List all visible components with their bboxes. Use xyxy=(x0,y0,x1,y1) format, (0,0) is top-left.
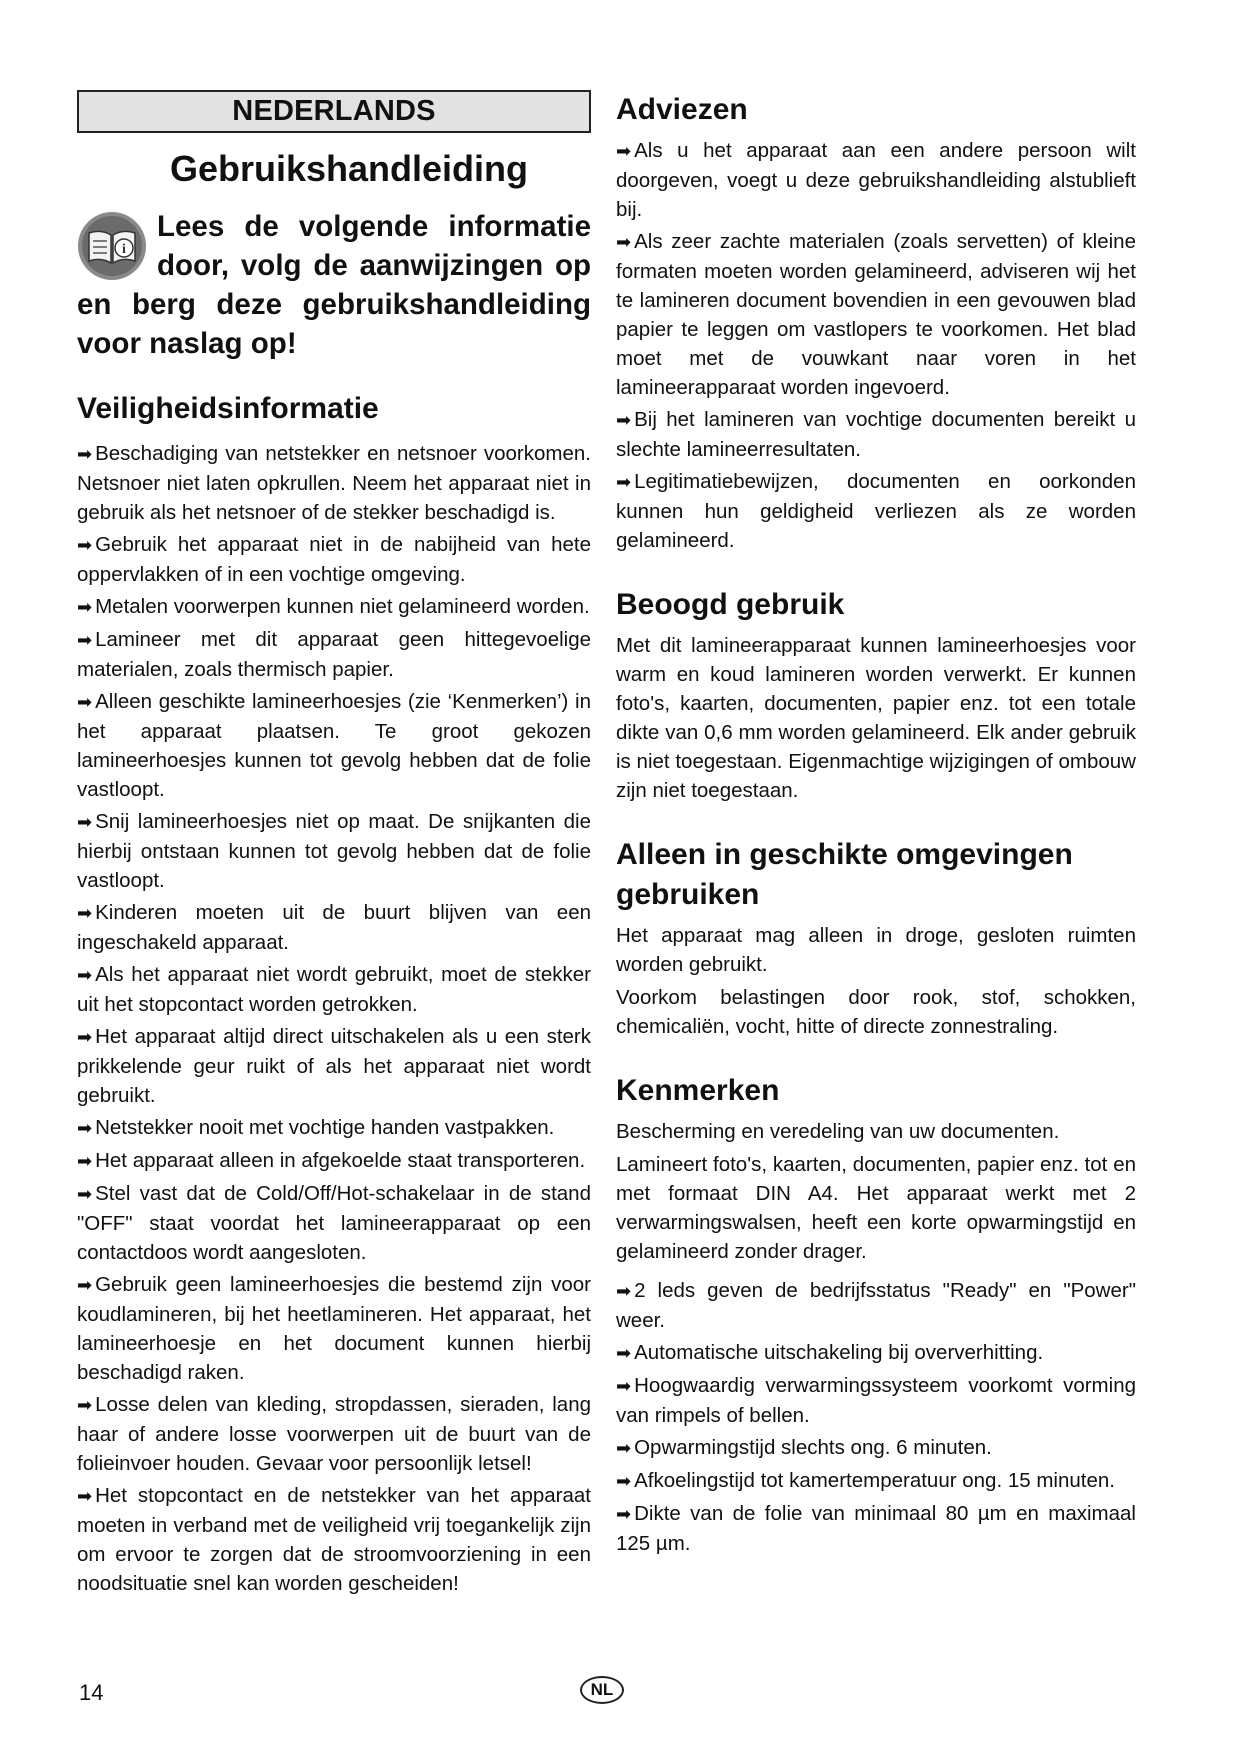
bullet-text: Beschadiging van netstekker en netsnoer voorkomen. Netsnoer niet laten opkrullen. Neem het apparaat niet in gebruik als het netsnoer of de stekker beschadigd is. xyxy=(77,442,591,524)
arrow-right-icon: ➡ xyxy=(77,444,93,464)
svg-text:i: i xyxy=(122,242,126,257)
bullet-item xyxy=(616,1499,1136,1558)
arrow-right-icon: ➡ xyxy=(77,1486,93,1506)
bullet-text: Opwarmingstijd slechts ong. 6 minuten. xyxy=(634,1436,992,1459)
bullet-text: 2 leds geven de bedrijfsstatus "Ready" en "Power" weer. xyxy=(616,1279,1136,1332)
arrow-right-icon: ➡ xyxy=(77,903,93,923)
bullet-text: Bij het lamineren van vochtige documenten bereikt u slechte lamineerresultaten. xyxy=(616,408,1136,461)
heading-beoogd: Beoogd gebruik xyxy=(616,588,845,621)
kenmerken-paragraph: Bescherming en veredeling van uw documenten. xyxy=(616,1120,1060,1143)
bullet-text: Het apparaat alleen in afgekoelde staat transporteren. xyxy=(95,1149,586,1172)
language-label: NEDERLANDS xyxy=(232,95,436,127)
arrow-right-icon: ➡ xyxy=(616,1504,632,1524)
arrow-right-icon: ➡ xyxy=(616,141,632,161)
bullet-item xyxy=(77,807,591,895)
bullet-item xyxy=(77,1022,591,1110)
bullet-text: Netstekker nooit met vochtige handen vastpakken. xyxy=(95,1116,555,1139)
bullet-text: Snij lamineerhoesjes niet op maat. De snijkanten die hierbij ontstaan kunnen tot gevolg hebben dat de folie vastloopt. xyxy=(77,810,591,892)
bullet-text: Gebruik geen lamineerhoesjes die bestemd zijn voor koudlamineren, bij het heetlamineren. Het apparaat, het lamineerhoesje en het document kunnen hierbij beschadigd raken. xyxy=(77,1273,591,1384)
bullet-text: Alleen geschikte lamineerhoesjes (zie ‘Kenmerken’) in het apparaat plaatsen. Te groot gekozen lamineerhoesjes kunnen tot gevolg hebben dat de folie vastloopt. xyxy=(77,690,591,801)
bullet-text: Als zeer zachte materialen (zoals servetten) of kleine formaten moeten worden gelamineerd, adviseren wij het te lamineren document bovendien in een gevouwen blad papier te leggen om vastlopers te voorkomen. Het blad moet met de vouwkant naar voren in het lamineerapparaat worden ingevoerd. xyxy=(616,230,1136,399)
bullet-item xyxy=(77,1270,591,1387)
bullet-text: Hoogwaardig verwarmingssysteem voorkomt vorming van rimpels of bellen. xyxy=(616,1374,1136,1427)
arrow-right-icon: ➡ xyxy=(77,535,93,555)
bullet-item xyxy=(616,227,1136,402)
bullet-item xyxy=(616,405,1136,464)
bullet-text: Als u het apparaat aan een andere persoon wilt doorgeven, voegt u deze gebruikshandleiding alstublieft bij. xyxy=(616,139,1136,221)
arrow-right-icon: ➡ xyxy=(616,1471,632,1491)
bullet-text: Losse delen van kleding, stropdassen, sieraden, lang haar of andere losse voorwerpen uit de buurt van de folieinvoer houden. Gevaar voor persoonlijk letsel! xyxy=(77,1393,591,1475)
bullet-item xyxy=(616,136,1136,224)
bullet-item xyxy=(77,687,591,804)
intro-text: Lees de volgende informatie door, volg de aanwijzingen op en berg deze gebruikshandleiding voor naslag op! xyxy=(77,210,591,360)
arrow-right-icon: ➡ xyxy=(616,1376,632,1396)
bullet-text: Het apparaat altijd direct uitschakelen als u een sterk prikkelende geur ruikt of als het apparaat niet wordt gebruikt. xyxy=(77,1025,591,1107)
heading-omgeving: Alleen in geschikte omgevingen gebruiken xyxy=(616,838,1073,911)
language-header xyxy=(77,90,591,133)
bullet-item xyxy=(616,1466,1136,1496)
bullet-text: Het stopcontact en de netstekker van het apparaat moeten in verband met de veiligheid vrij toegankelijk zijn om ervoor te zorgen dat de stroomvoorziening in een noodsituatie snel kan worden gescheiden! xyxy=(77,1484,591,1595)
bullet-item xyxy=(77,592,591,622)
arrow-right-icon: ➡ xyxy=(77,812,93,832)
bullet-item xyxy=(616,1433,1136,1463)
bullet-item xyxy=(77,1179,591,1267)
beoogd-text: Met dit lamineerapparaat kunnen lamineerhoesjes voor warm en koud lamineren worden verwerkt. Er kunnen foto's, kaarten, documenten, papier enz. tot een totale dikte van 0,6 mm worden gelamineerd. Elk ander gebruik is niet toegestaan. Eigenmachtige wijzigingen of ombouw zijn niet toegestaan. xyxy=(616,634,1136,802)
bullet-item xyxy=(77,898,591,957)
arrow-right-icon: ➡ xyxy=(616,472,632,492)
bullet-item xyxy=(616,467,1136,555)
heading-veiligheid: Veiligheidsinformatie xyxy=(77,392,379,425)
bullet-item xyxy=(77,1146,591,1176)
arrow-right-icon: ➡ xyxy=(616,410,632,430)
arrow-right-icon: ➡ xyxy=(77,1151,93,1171)
bullet-item xyxy=(616,1338,1136,1368)
intro-block xyxy=(77,207,591,363)
page-number: 14 xyxy=(79,1680,104,1705)
bullet-item xyxy=(616,1276,1136,1335)
bullet-item xyxy=(77,1481,591,1598)
arrow-right-icon: ➡ xyxy=(616,232,632,252)
arrow-right-icon: ➡ xyxy=(77,1027,93,1047)
bullet-item xyxy=(77,625,591,684)
kenmerken-paragraph: Lamineert foto's, kaarten, documenten, papier enz. tot en met formaat DIN A4. Het apparaat werkt met 2 verwarmingswalsen, heeft een korte opwarmingstijd en gelamineerd zonder drager. xyxy=(616,1153,1136,1263)
arrow-right-icon: ➡ xyxy=(616,1438,632,1458)
bullet-text: Gebruik het apparaat niet in de nabijheid van hete oppervlakken of in een vochtige omgeving. xyxy=(77,533,591,586)
arrow-right-icon: ➡ xyxy=(77,597,93,617)
adviezen-list xyxy=(616,136,1136,555)
heading-adviezen: Adviezen xyxy=(616,93,748,126)
bullet-text: Afkoelingstijd tot kamertemperatuur ong. 15 minuten. xyxy=(634,1469,1115,1492)
bullet-item xyxy=(77,530,591,589)
bullet-item xyxy=(616,1371,1136,1430)
left-column xyxy=(77,90,591,1601)
heading-kenmerken: Kenmerken xyxy=(616,1074,780,1107)
omgeving-paragraph: Het apparaat mag alleen in droge, gesloten ruimten worden gebruikt. xyxy=(616,924,1136,976)
bullet-item xyxy=(77,1390,591,1478)
arrow-right-icon: ➡ xyxy=(77,630,93,650)
right-column xyxy=(616,90,1136,1561)
bullet-text: Lamineer met dit apparaat geen hittegevoelige materialen, zoals thermisch papier. xyxy=(77,628,591,681)
bullet-item xyxy=(77,1113,591,1143)
bullet-item xyxy=(77,960,591,1019)
info-book-icon xyxy=(77,211,147,281)
arrow-right-icon: ➡ xyxy=(77,1395,93,1415)
page-title: Gebruikshandleiding xyxy=(169,148,529,189)
bullet-text: Als het apparaat niet wordt gebruikt, moet de stekker uit het stopcontact worden getrokken. xyxy=(77,963,591,1016)
arrow-right-icon: ➡ xyxy=(77,965,93,985)
veiligheid-list xyxy=(77,439,591,1598)
bullet-text: Stel vast dat de Cold/Off/Hot-schakelaar in de stand "OFF" staat voordat het lamineerapparaat op een contactdoos wordt aangesloten. xyxy=(77,1182,591,1264)
arrow-right-icon: ➡ xyxy=(77,1275,93,1295)
bullet-item xyxy=(77,439,591,527)
arrow-right-icon: ➡ xyxy=(77,1184,93,1204)
arrow-right-icon: ➡ xyxy=(616,1281,632,1301)
bullet-text: Legitimatiebewijzen, documenten en oorkonden kunnen hun geldigheid verliezen als ze worden gelamineerd. xyxy=(616,470,1136,552)
kenmerken-list xyxy=(616,1276,1136,1558)
bullet-text: Metalen voorwerpen kunnen niet gelamineerd worden. xyxy=(95,595,590,618)
bullet-text: Automatische uitschakeling bij oververhitting. xyxy=(634,1341,1044,1364)
arrow-right-icon: ➡ xyxy=(616,1343,632,1363)
bullet-text: Kinderen moeten uit de buurt blijven van een ingeschakeld apparaat. xyxy=(77,901,591,954)
language-badge: NL xyxy=(580,1676,624,1704)
arrow-right-icon: ➡ xyxy=(77,1118,93,1138)
omgeving-paragraph: Voorkom belastingen door rook, stof, schokken, chemicaliën, vocht, hitte of directe zonnestraling. xyxy=(616,986,1136,1038)
bullet-text: Dikte van de folie van minimaal 80 µm en maximaal 125 µm. xyxy=(616,1502,1136,1555)
arrow-right-icon: ➡ xyxy=(77,692,93,712)
